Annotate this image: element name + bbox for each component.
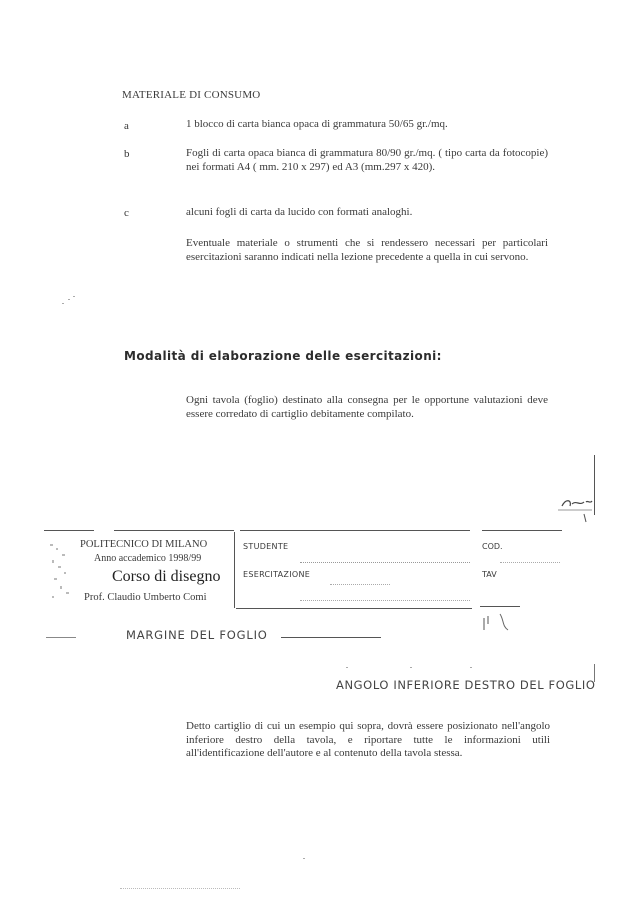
materiale-note: Eventuale materiale o strumenti che si rendessero necessari per particolari esercitazioni saranno indicati nella lezione precedente a quella in cui servono. [186, 237, 548, 263]
frame-line-top-box [114, 530, 234, 531]
scan-speck [62, 303, 64, 304]
frame-divider-left [234, 532, 235, 608]
course-name: Corso di disegno [112, 568, 221, 585]
cod-label: COD. [482, 542, 503, 551]
tav-label: TAV [482, 570, 497, 579]
studente-label: STUDENTE [243, 542, 289, 551]
esercitazione-field-line-2 [300, 600, 470, 601]
esercitazione-field-line [330, 584, 390, 585]
section-title-materiale: MATERIALE DI CONSUMO [122, 89, 261, 101]
scan-speck [410, 667, 412, 668]
frame-line-top-left [44, 530, 94, 531]
esercitazione-label: ESERCITAZIONE [243, 570, 311, 579]
politecnico-logo [44, 538, 78, 608]
frame-line-top-cod [482, 530, 562, 531]
academic-year: Anno accademico 1998/99 [94, 553, 202, 564]
frame-line-bottom [236, 608, 472, 609]
frame-line-bottom-right [480, 606, 520, 607]
scan-speck [73, 296, 75, 297]
scan-speck [68, 299, 70, 300]
margine-line-left [46, 637, 76, 638]
item-letter-c: c [124, 207, 129, 219]
item-text-a: 1 blocco di carta bianca opaca di grammatura 50/65 gr./mq. [186, 118, 448, 130]
modalita-text: Ogni tavola (foglio) destinato alla consegna per le opportune valutazioni deve essere corredato di cartiglio debitamente compilato. [186, 394, 548, 420]
scan-speck [346, 667, 348, 668]
closing-text: Detto cartiglio di cui un esempio qui sopra, dovrà essere posizionato nell'angolo inferiore destro della tavola, e riportare tutte le informazioni utili all'identificazione dell'autore e al contenuto della tavola stessa. [186, 720, 550, 759]
item-letter-a: a [124, 120, 129, 132]
margine-label: MARGINE DEL FOGLIO [126, 628, 268, 642]
studente-field-line [300, 562, 470, 563]
scan-speck [470, 667, 472, 668]
item-text-c: alcuni fogli di carta da lucido con formati analoghi. [186, 206, 413, 218]
item-text-b: Fogli di carta opaca bianca di grammatura 80/90 gr./mq. ( tipo carta da fotocopie) nei formati A4 ( mm. 210 x 297) ed A3 (mm.297 x 420). [186, 147, 548, 173]
frame-line-top-studente [240, 530, 470, 531]
angolo-label: ANGOLO INFERIORE DESTRO DEL FOGLIO [336, 678, 596, 692]
professor-name: Prof. Claudio Umberto Comi [84, 592, 207, 603]
cod-field-line [500, 562, 560, 563]
handwritten-mark [556, 492, 596, 528]
scan-speck [303, 858, 305, 859]
section-heading-modalita: Modalità di elaborazione delle esercitazioni: [124, 349, 442, 363]
tav-scribble [478, 608, 518, 638]
item-letter-b: b [124, 148, 130, 160]
institution-name: POLITECNICO DI MILANO [80, 539, 208, 550]
scan-bottom-artifact [120, 888, 240, 889]
margine-line-right [281, 637, 381, 638]
